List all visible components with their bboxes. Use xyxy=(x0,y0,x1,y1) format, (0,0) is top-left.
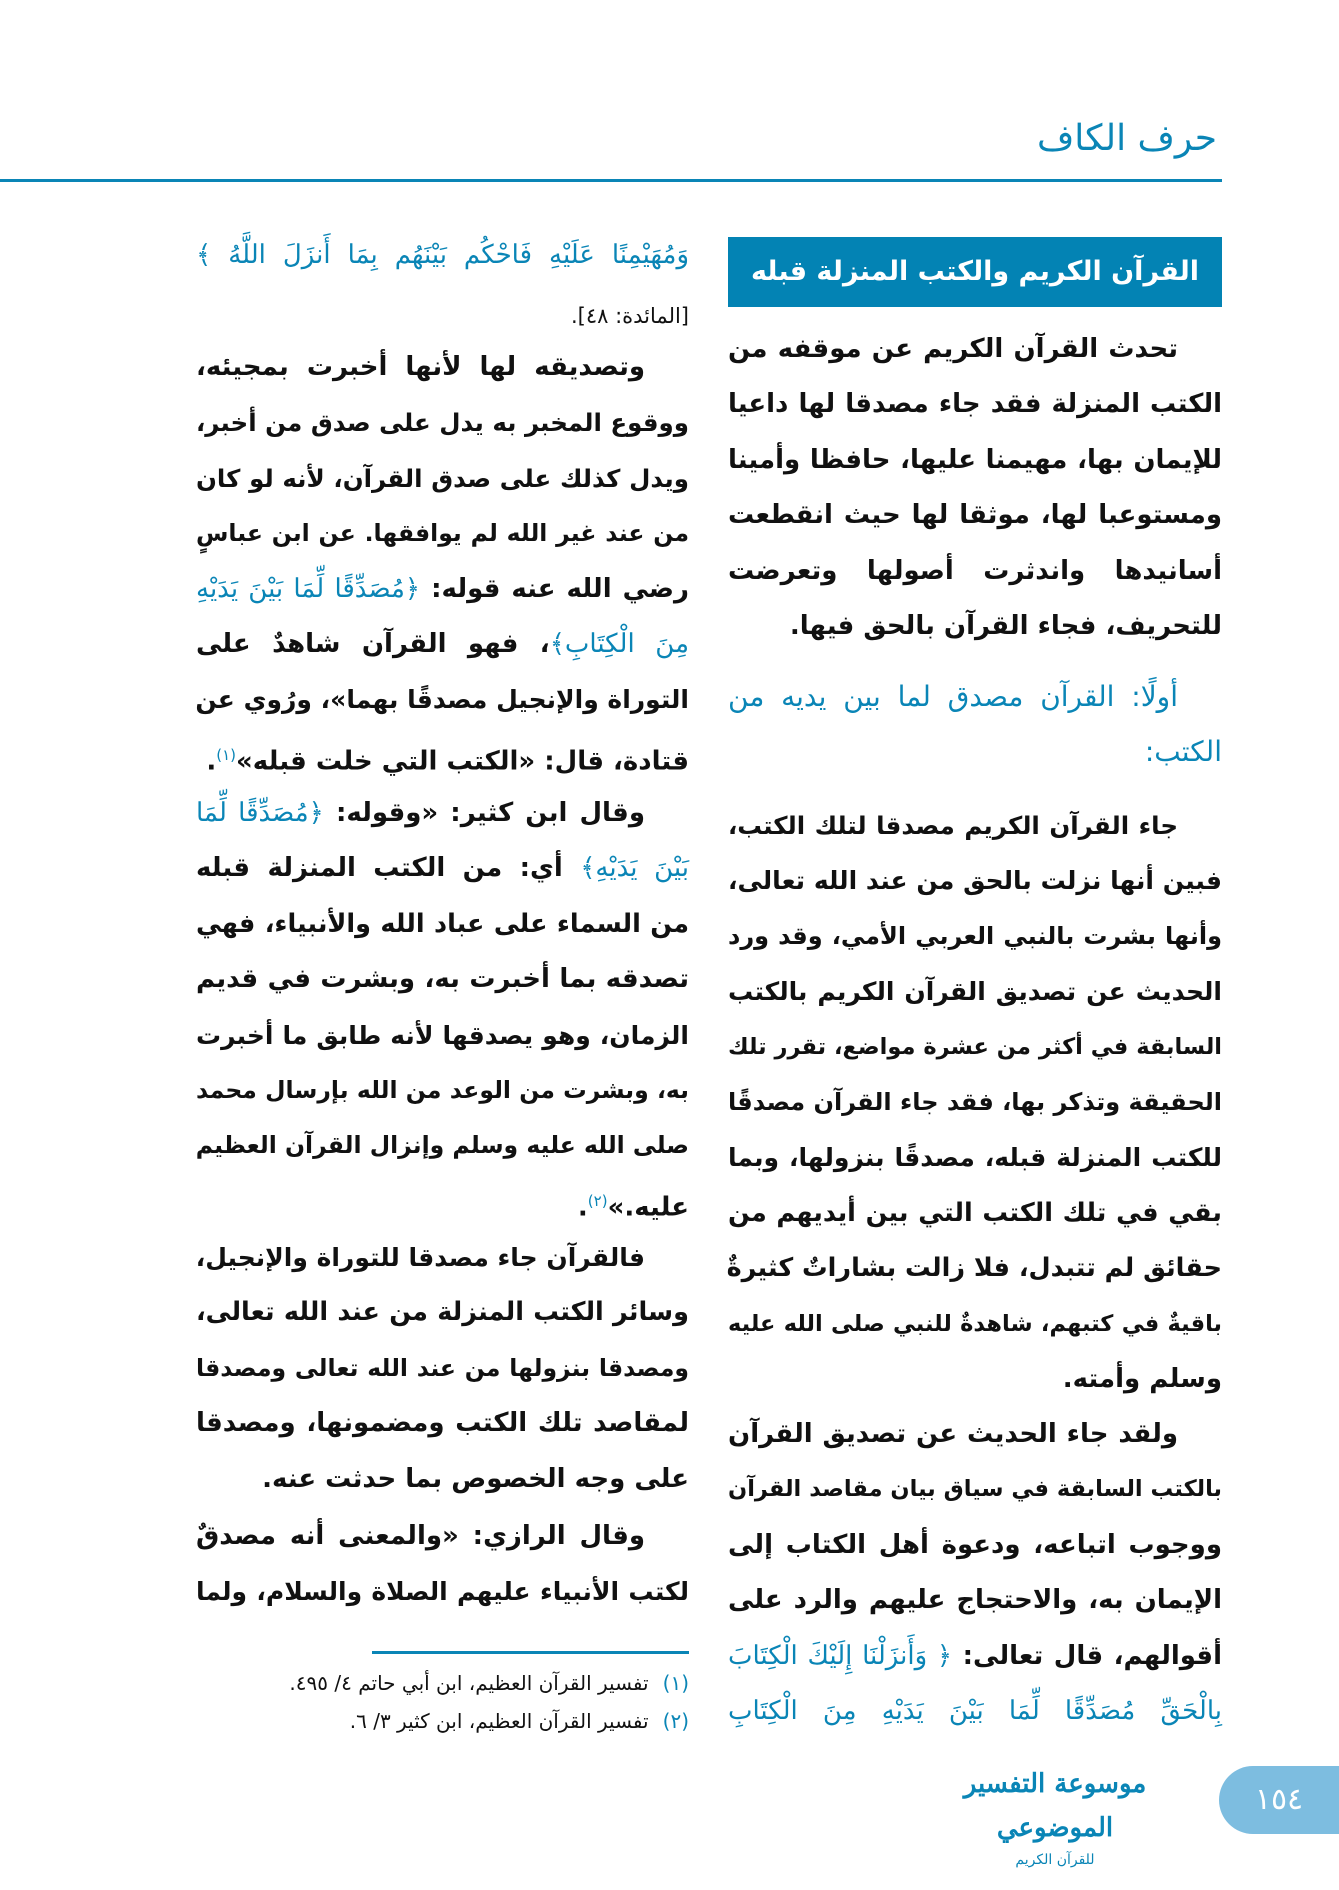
text-segment: الحديث عن تصديق القرآن الكريم بالكتب xyxy=(728,977,1222,1007)
text-segment: من عند غير الله لم يوافقها. عن ابن عباسٍ xyxy=(196,519,689,548)
text-segment: الزمان، وهو يصدقها لأنه طابق ما أخبرت xyxy=(196,1020,689,1050)
text-line xyxy=(196,395,689,450)
text-line xyxy=(196,1341,689,1396)
footnote-ref[interactable]: (١) xyxy=(216,745,237,764)
text-line xyxy=(196,340,689,395)
text-line xyxy=(196,1452,689,1507)
footnote-text: تفسير القرآن العظيم، ابن كثير ٣/ ٦. xyxy=(349,1709,649,1733)
subheading xyxy=(728,669,1222,780)
text-segment: على وجه الخصوص بما حدثت عنه. xyxy=(262,1463,689,1494)
footnote-ref[interactable]: (٢) xyxy=(587,1191,608,1210)
text-line xyxy=(728,1241,1222,1296)
text-segment: أولًا: القرآن مصدق لما بين يديه من xyxy=(728,680,1178,713)
paragraph xyxy=(196,1509,689,1620)
text-line xyxy=(728,1684,1222,1739)
quran-quote: بَيْنَ يَدَيْهِ﴾ xyxy=(580,853,690,884)
text-line xyxy=(196,1230,689,1285)
text-line xyxy=(728,599,1222,654)
text-line xyxy=(728,1020,1222,1075)
text-line xyxy=(728,853,1222,908)
text-segment: ومستوعبا لها، موثقا لها حيث انقطعت xyxy=(728,500,1222,531)
text-line xyxy=(196,617,689,672)
text-segment: وسائر الكتب المنزلة من عند الله تعالى، xyxy=(196,1297,689,1328)
text-segment: أسانيدها واندثرت أصولها وتعرضت xyxy=(728,555,1222,586)
text-line xyxy=(196,1509,689,1564)
text-segment: حقائق لم تتبدل، فلا زالت بشاراتٌ كثيرةٌ xyxy=(726,1253,1222,1284)
paragraph xyxy=(196,1230,689,1507)
text-segment: . xyxy=(206,746,217,777)
text-segment: الكتب: xyxy=(1144,735,1222,769)
logo-subtitle: للقرآن الكريم xyxy=(1015,1852,1095,1868)
text-segment: جاء القرآن الكريم مصدقا لتلك الكتب، xyxy=(728,811,1178,840)
quran-verse xyxy=(196,228,689,283)
text-segment: الحقيقة وتذكر بها، فقد جاء القرآن مصدقًا xyxy=(728,1087,1222,1116)
text-line xyxy=(728,724,1222,779)
text-segment: السابقة في أكثر من عشرة مواضع، تقرر تلك xyxy=(728,1033,1222,1060)
quran-quote: ﴿مُصَدِّقًا لِّمَا بَيْنَ يَدَيْهِ xyxy=(196,573,421,604)
footnote-divider xyxy=(372,1651,689,1654)
paragraph xyxy=(196,786,689,1229)
text-line xyxy=(196,897,689,952)
text-line xyxy=(196,506,689,561)
text-segment: للإيمان بها، مهيمنا عليها، حافظا وأمينا xyxy=(728,444,1222,475)
text-line xyxy=(728,433,1222,488)
text-segment: لكتب الأنبياء عليهم الصلاة والسلام، ولما xyxy=(196,1577,689,1607)
text-segment: ولقد جاء الحديث عن تصديق القرآن xyxy=(728,1419,1178,1449)
text-line xyxy=(728,964,1222,1019)
text-segment: عليه.» xyxy=(607,1192,689,1223)
text-segment: أي: من الكتب المنزلة قبله xyxy=(196,853,581,884)
paragraph xyxy=(728,798,1222,1407)
text-line xyxy=(728,1130,1222,1185)
text-segment: صلى الله عليه وسلم وإنزال القرآن العظيم xyxy=(195,1131,689,1160)
text-line xyxy=(196,1564,689,1619)
text-line xyxy=(728,1629,1222,1684)
text-segment: بقي في تلك الكتب التي بين أيديهم من xyxy=(728,1197,1222,1228)
text-line xyxy=(728,1352,1222,1407)
quran-quote: ﴿مُصَدِّقًا لِّمَا xyxy=(196,798,324,828)
paragraph xyxy=(728,1407,1222,1739)
text-segment: بالكتب السابقة في سياق بيان مقاصد القرآن xyxy=(728,1476,1222,1503)
text-line xyxy=(196,1063,689,1118)
text-line xyxy=(728,1518,1222,1573)
text-segment: الإيمان به، والاحتجاج عليهم والرد على xyxy=(728,1585,1222,1616)
text-line xyxy=(728,669,1222,724)
text-line xyxy=(196,451,689,506)
text-line xyxy=(728,377,1222,432)
text-line xyxy=(728,322,1222,377)
text-line xyxy=(196,672,689,727)
footnote-number[interactable]: (٢) xyxy=(662,1709,689,1733)
text-segment: فبين أنها نزلت بالحق من عند الله تعالى، xyxy=(728,866,1222,896)
text-line xyxy=(196,786,689,841)
text-segment: باقيةٌ في كتبهم، شاهدةٌ للنبي صلى الله عليه xyxy=(728,1310,1222,1337)
text-line xyxy=(728,798,1222,853)
text-segment: التوراة والإنجيل مصدقًا بهما»، ورُوي عن xyxy=(195,685,689,715)
text-line xyxy=(728,1075,1222,1130)
text-line xyxy=(196,1008,689,1063)
text-segment: للكتب المنزلة قبله، مصدقًا بنزولها، وبما xyxy=(728,1143,1222,1173)
quran-quote: بِالْحَقِّ مُصَدِّقًا لِّمَا بَيْنَ يَدَيْهِ مِنَ الْكِتَابِ xyxy=(728,1695,1222,1726)
text-segment: ووقوع المخبر به يدل على صدق من أخبر، xyxy=(196,408,689,438)
text-line xyxy=(728,544,1222,599)
header-divider xyxy=(0,179,1222,182)
text-segment: الكتب المنزلة فقد جاء مصدقا لها داعيا xyxy=(728,389,1222,420)
text-segment: تحدث القرآن الكريم عن موقفه من xyxy=(728,334,1178,364)
logo-title: موسوعة التفسير الموضوعي xyxy=(963,1769,1147,1843)
text-line xyxy=(196,1174,689,1229)
text-line xyxy=(196,562,689,617)
chapter-title: حرف الكاف xyxy=(1036,118,1217,159)
text-segment: أقوالهم، قال تعالى: xyxy=(952,1640,1222,1671)
footnote xyxy=(196,1703,689,1739)
text-segment: ووجوب اتباعه، ودعوة أهل الكتاب إلى xyxy=(728,1529,1222,1560)
intro-paragraph xyxy=(728,322,1222,654)
footnote-number[interactable]: (١) xyxy=(662,1671,689,1695)
text-line xyxy=(196,1396,689,1451)
text-line xyxy=(196,1285,689,1340)
paragraph xyxy=(196,340,689,783)
quran-quote: وَمُهَيْمِنًا عَلَيْهِ فَاحْكُم بَيْنَهُم بِمَا أَنزَلَ اللَّهُ ﴾ xyxy=(196,240,689,270)
text-segment: من السماء على عباد الله والأنبياء، فهي xyxy=(196,908,689,939)
encyclopedia-logo xyxy=(930,1762,1180,1868)
text-segment: ، فهو القرآن شاهدٌ على xyxy=(196,628,550,659)
page-number: ١٥٤ xyxy=(1219,1766,1339,1834)
text-segment: وتصديقه لها لأنها أخبرت بمجيئه، xyxy=(196,352,645,382)
text-segment: وقال الرازي: «والمعنى أنه مصدقٌ xyxy=(196,1521,645,1551)
text-segment: للتحريف، فجاء القرآن بالحق فيها. xyxy=(789,610,1222,641)
text-segment: به، وبشرت من الوعد من الله بإرسال محمد xyxy=(196,1075,689,1104)
text-segment: لمقاصد تلك الكتب ومضمونها، ومصدقا xyxy=(196,1408,689,1439)
text-segment: ويدل كذلك على صدق القرآن، لأنه لو كان xyxy=(196,463,689,493)
text-segment: رضي الله عنه قوله: xyxy=(420,573,689,604)
text-line xyxy=(728,1297,1222,1352)
text-segment: وأنها بشرت بالنبي العربي الأمي، وقد ورد xyxy=(728,921,1222,950)
text-segment: وقال ابن كثير: «وقوله: xyxy=(323,798,645,828)
text-line xyxy=(728,1573,1222,1628)
footnote xyxy=(196,1665,689,1701)
verse-reference: [المائدة: ٤٨]. xyxy=(570,304,689,328)
text-segment: تصدقه بما أخبرت به، وبشرت في قديم xyxy=(196,964,689,995)
text-line xyxy=(728,909,1222,964)
quran-quote: ﴿ وَأَنزَلْنَا إِلَيْكَ الْكِتَابَ xyxy=(728,1640,953,1671)
text-segment: فالقرآن جاء مصدقا للتوراة والإنجيل، xyxy=(195,1243,645,1272)
text-line xyxy=(196,952,689,1007)
text-line xyxy=(196,728,689,783)
text-line xyxy=(728,1462,1222,1517)
text-line xyxy=(728,1407,1222,1462)
text-segment: وسلم وأمته. xyxy=(1062,1363,1222,1394)
text-line xyxy=(196,1118,689,1173)
footnote-text: تفسير القرآن العظيم، ابن أبي حاتم ٤/ ٤٩٥. xyxy=(289,1671,649,1695)
text-line xyxy=(728,488,1222,543)
text-line xyxy=(196,228,689,283)
text-segment: قتادة، قال: «الكتب التي خلت قبله» xyxy=(236,746,689,777)
text-segment: ومصدقا بنزولها من عند الله تعالى ومصدقا xyxy=(196,1353,689,1382)
quran-quote: مِنَ الْكِتَابِ﴾ xyxy=(549,628,690,659)
text-line xyxy=(728,1186,1222,1241)
text-segment: . xyxy=(577,1192,588,1223)
text-line xyxy=(196,841,689,896)
section-title-box: القرآن الكريم والكتب المنزلة قبله xyxy=(728,237,1222,307)
